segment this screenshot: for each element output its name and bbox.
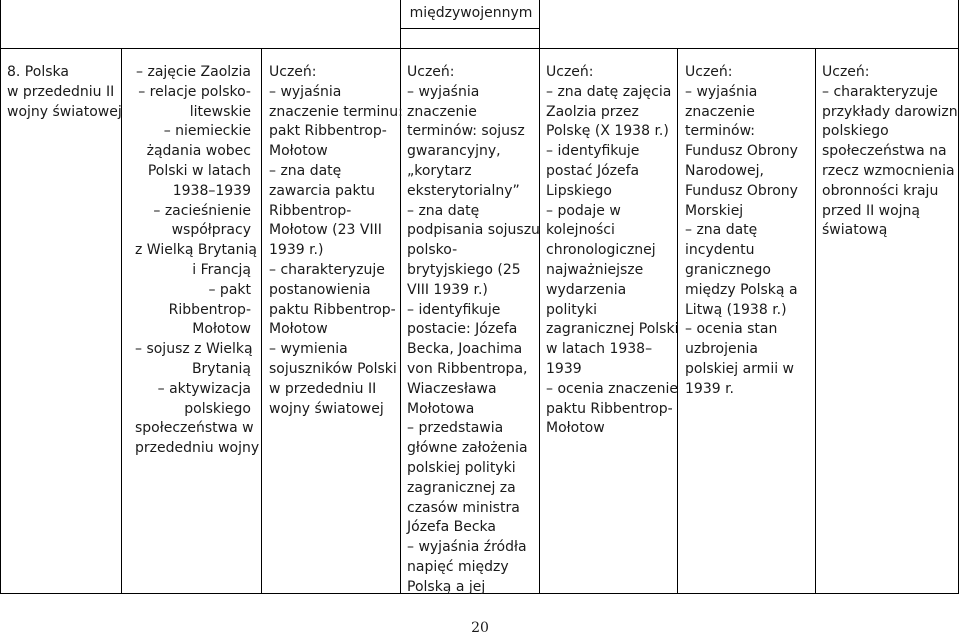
requirements-level-4-cell: Uczeń: – wyjaśnia znaczenie terminów: Fundusz Obrony Narodowej, Fundusz Obrony Morskiej – zna datę incydentu granicznego między Polską a Litwą (1938 r.) – ocenia stan uzbrojenia polskiej armii w 1939 r. (685, 64, 798, 397)
header-cell-bottom-border (400, 28, 540, 29)
header-cell-text: międzywojennym (409, 5, 533, 21)
column-divider (121, 48, 122, 594)
table-border-right (958, 0, 959, 594)
requirements-level-1-cell: Uczeń: – wyjaśnia znaczenie terminu: pakt Ribbentrop- Mołotow – zna datę zawarcia paktu Ribbentrop- Mołotow (23 VIII 1939 r.) – charakteryzuje postanowienia paktu Ribbentrop- Mołotow – wymienia sojuszników Polski w przededniu II wojny światowej (269, 64, 403, 417)
content-cell: – zajęcie Zaolzia – relacje polsko- litewskie – niemieckie żądania wobec Polski w latach 1938–1939 – zacieśnienie współpracy z Wielką Brytanią i Francją – pakt Ribbentrop- Mołotow – sojusz z Wielką Brytanią – aktywizacja polskiego społeczeństwa w przededniu wojny (135, 64, 260, 457)
page-number: 20 (471, 620, 489, 636)
requirements-level-3-cell: Uczeń: – zna datę zajęcia Zaolzia przez Polskę (X 1938 r.) – identyfikuje postać Józefa Lipskiego – podaje w kolejności chronologicznej najważniejsze wydarzenia polityki zagranicznej Polski w latach 1938– 1939 – ocenia znaczenie paktu Ribbentrop- Mołotow (546, 64, 679, 437)
column-divider (261, 48, 262, 594)
column-divider (815, 48, 816, 594)
requirements-level-2-cell: Uczeń: – wyjaśnia znaczenie terminów: sojusz gwarancyjny, „korytarz eksterytorialny” – zna datę podpisania sojuszu polsko- brytyjskiego (25 VIII 1939 r.) – identyfikuje postacie: Józefa Becka, Joachima von Ribbentropa, Wiaczesława Mołotowa – przedstawia główne założenia polskiej polityki zagranicznej za czasów ministra Józefa Becka – wyjaśnia źródła napięć między Polską a jej (407, 64, 540, 595)
row-top-border (0, 48, 959, 49)
table-border-left (0, 0, 1, 594)
requirements-level-5-cell: Uczeń: – charakteryzuje przykłady darowizn polskiego społeczeństwa na rzecz wzmocnienia obronności kraju przed II wojną światową (822, 64, 958, 239)
topic-cell: 8. Polska w przededniu II wojny światowej (7, 64, 122, 120)
